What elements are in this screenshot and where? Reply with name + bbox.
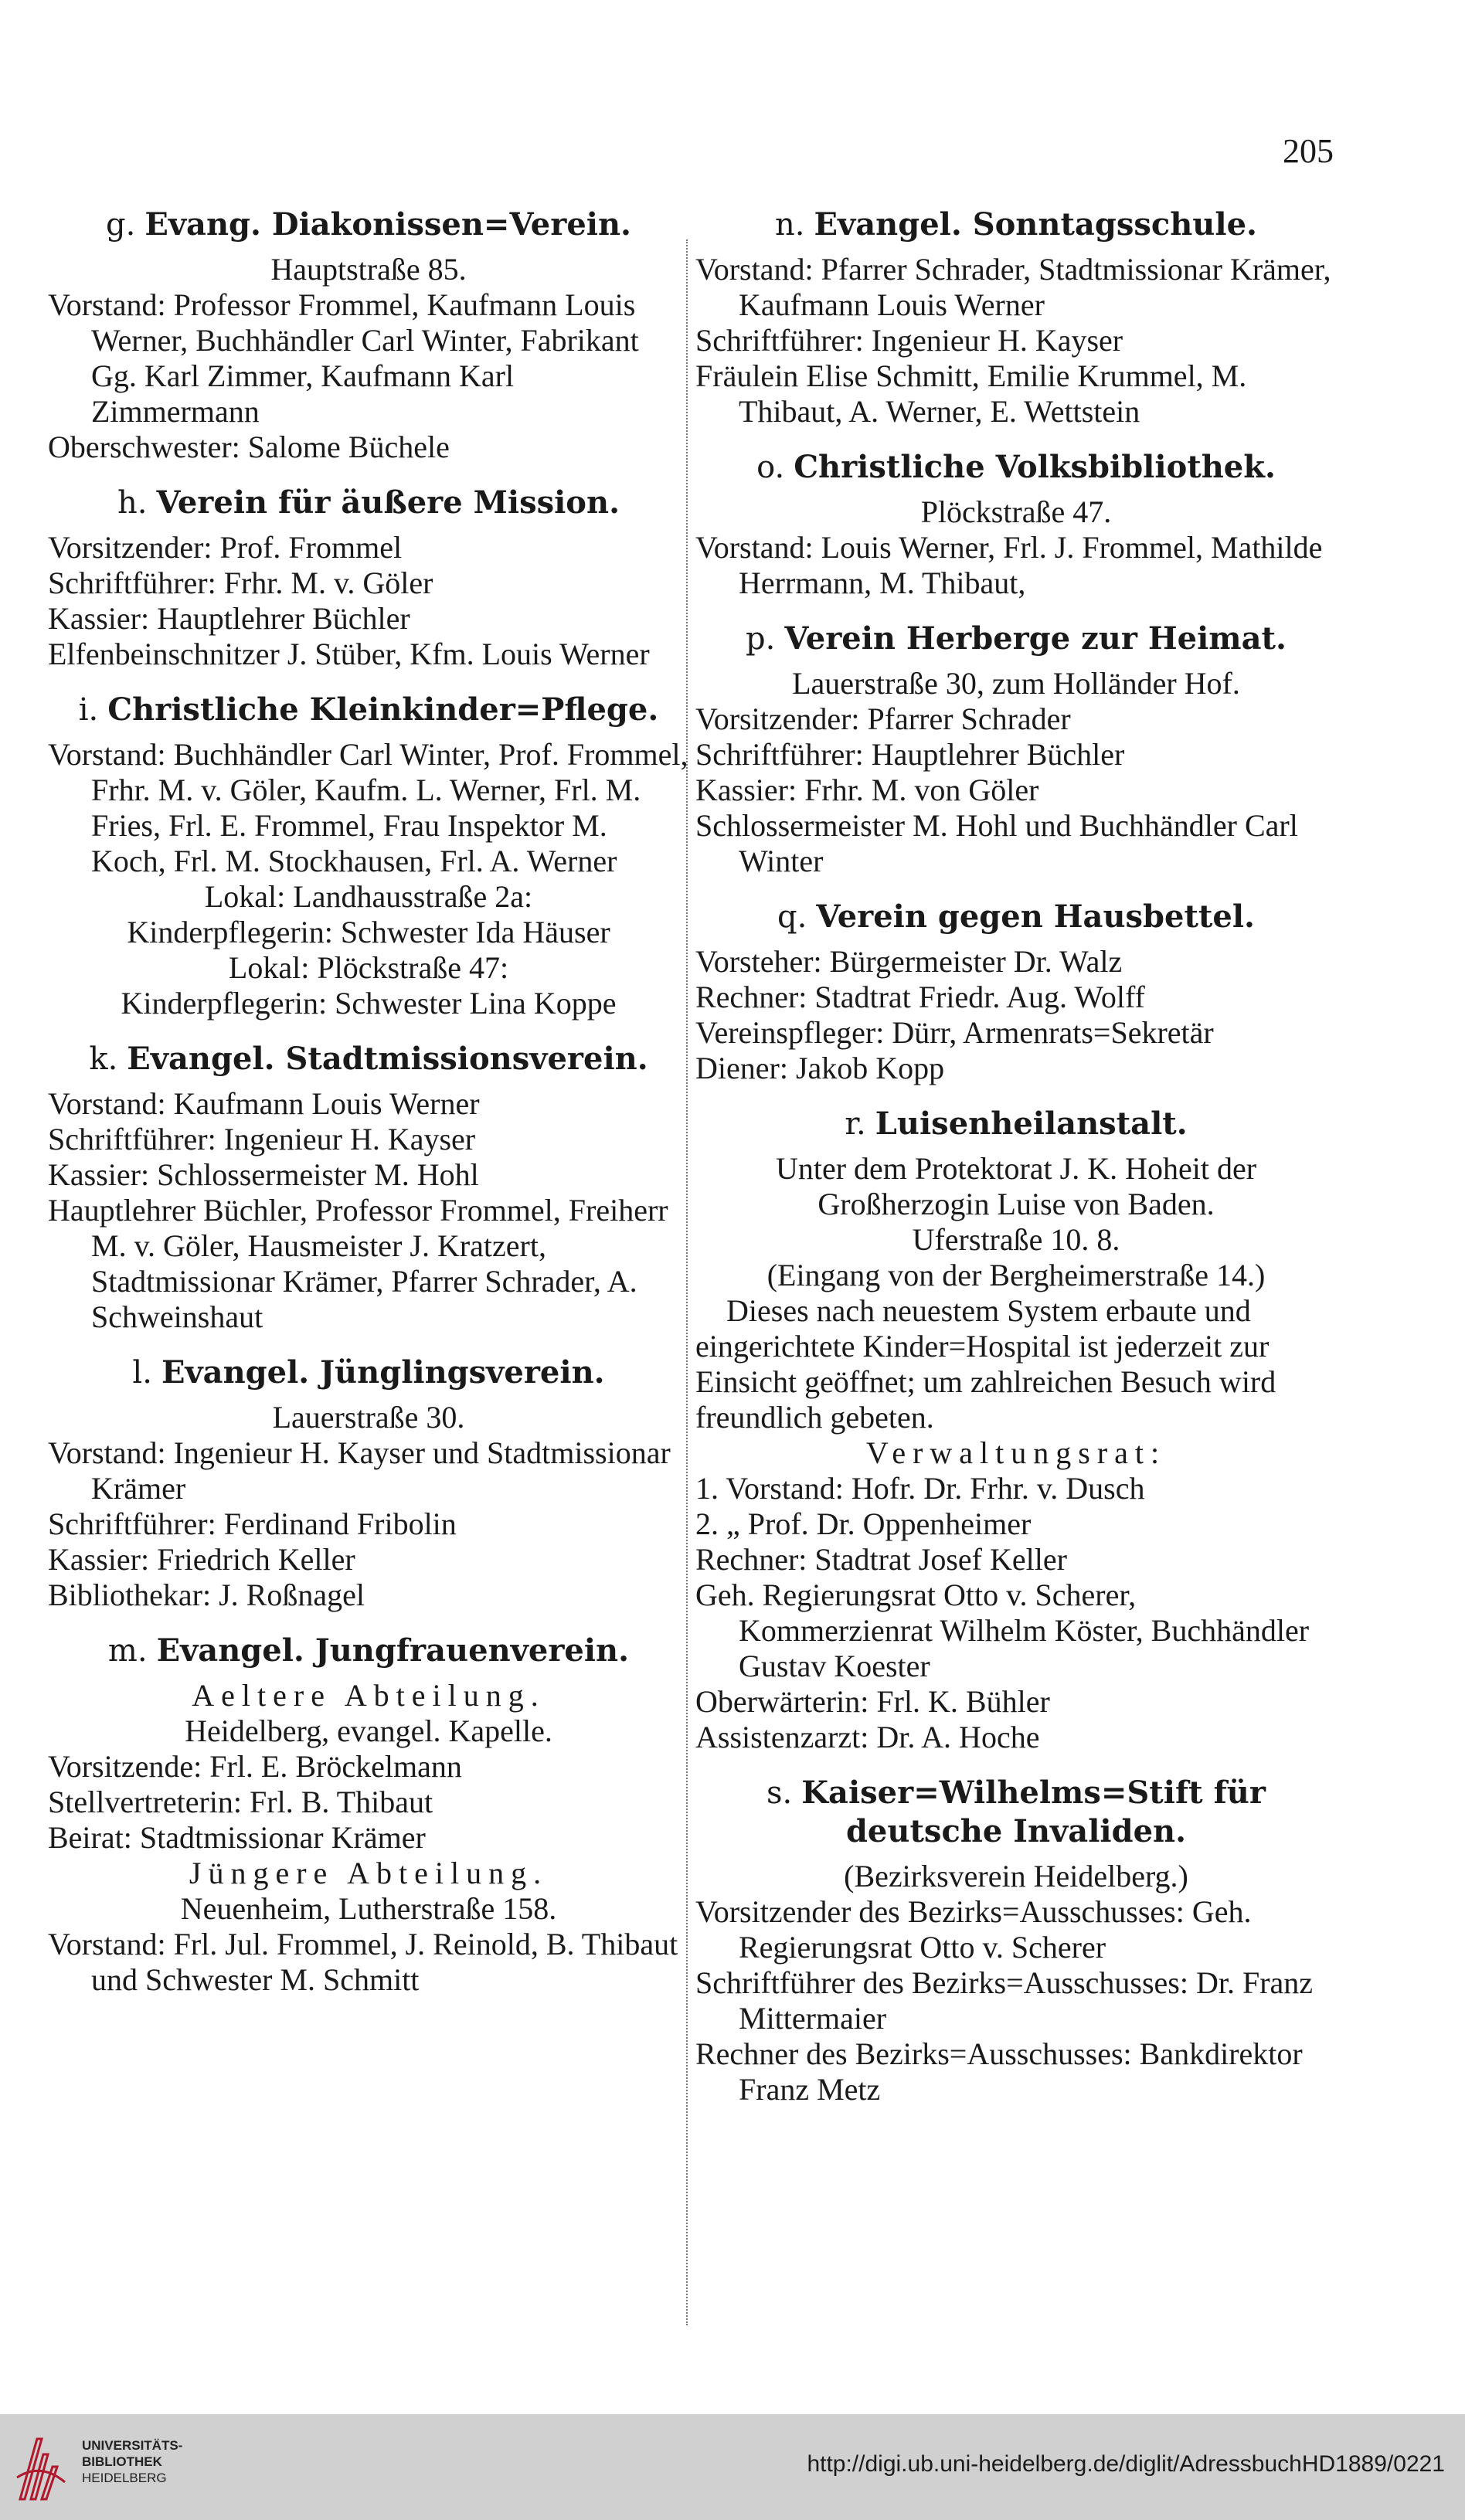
entry-line: Elfenbeinschnitzer J. Stüber, Kfm. Louis Werner xyxy=(48,637,650,671)
section-i xyxy=(48,691,689,1021)
entry-line: Diener: Jakob Kopp xyxy=(695,1051,945,1085)
entry-line: Dieses nach neuestem System erbaute und eingerichtete Kinder=Hospital ist jederzeit zur Einsicht geöffnet; um zahlreichen Besuch wird freundlich gebeten. xyxy=(695,1293,1276,1435)
entry-line: Rechner: Stadtrat Josef Keller xyxy=(695,1542,1067,1577)
section-title: Christliche Volksbibliothek. xyxy=(794,449,1276,485)
section-letter: h. xyxy=(117,485,148,521)
entry-line: Vorstand: Ingenieur H. Kayser und Stadtmissionar Krämer xyxy=(48,1435,671,1506)
entry-line: Schriftführer: Ferdinand Fribolin xyxy=(48,1506,457,1541)
entry-line: Kassier: Hauptlehrer Büchler xyxy=(48,601,410,636)
entry-line: Lauerstraße 30. xyxy=(272,1400,465,1435)
entry-line: Vorstand: Buchhändler Carl Winter, Prof. Frommel, Frhr. M. v. Göler, Kaufm. L. Werner, Frl. M. Fries, Frl. E. Frommel, Frau Inspektor M. Koch, Frl. M. Stockhausen, Frl. A. Werner xyxy=(48,737,688,878)
section-heading xyxy=(695,620,1337,658)
entry-line: (Eingang von der Bergheimerstraße 14.) xyxy=(766,1258,1266,1292)
entry-line: Schriftführer: Frhr. M. v. Göler xyxy=(48,565,433,600)
section-letter: r. xyxy=(845,1106,866,1142)
section-heading xyxy=(695,898,1337,936)
section-g xyxy=(48,205,689,465)
section-heading xyxy=(695,448,1337,487)
entry-line: Schriftführer: Ingenieur H. Kayser xyxy=(48,1122,476,1156)
logo-line-3: HEIDELBERG xyxy=(82,2471,167,2485)
section-letter: q. xyxy=(777,899,807,935)
section-heading xyxy=(48,1353,689,1392)
source-url-link[interactable]: http://digi.ub.uni-heidelberg.de/diglit/AdressbuchHD1889/0221 xyxy=(807,2451,1445,2477)
entry-line: Vorsitzender: Pfarrer Schrader xyxy=(695,701,1071,736)
entry-line: Beirat: Stadtmissionar Krämer xyxy=(48,1820,426,1855)
section-heading xyxy=(695,1774,1337,1851)
right-column xyxy=(695,201,1337,2126)
entry-line: Schriftführer: Ingenieur H. Kayser xyxy=(695,323,1123,358)
section-k xyxy=(48,1040,689,1335)
section-s xyxy=(695,1774,1337,2107)
logo-line-2: BIBLIOTHEK xyxy=(82,2454,162,2469)
entry-line: Fräulein Elise Schmitt, Emilie Krummel, M. Thibaut, A. Werner, E. Wettstein xyxy=(695,358,1247,429)
entry-line: Schriftführer: Hauptlehrer Büchler xyxy=(695,737,1125,772)
section-r xyxy=(695,1105,1337,1755)
entry-line: Vorstand: Kaufmann Louis Werner xyxy=(48,1086,480,1121)
section-letter: n. xyxy=(775,207,805,243)
entry-line: Vorstand: Frl. Jul. Frommel, J. Reinold, B. Thibaut und Schwester M. Schmitt xyxy=(48,1927,678,1997)
entry-line: Vorsteher: Bürgermeister Dr. Walz xyxy=(695,944,1123,979)
entry-line: Vorstand: Professor Frommel, Kaufmann Louis Werner, Buchhändler Carl Winter, Fabrikant Gg. Karl Zimmer, Kaufmann Karl Zimmermann xyxy=(48,287,639,429)
entry-line: Geh. Regierungsrat Otto v. Scherer, Kommerzienrat Wilhelm Köster, Buchhändler Gustav Koester xyxy=(695,1578,1310,1683)
section-n xyxy=(695,205,1337,430)
column-divider xyxy=(686,239,688,2325)
section-title: Evang. Diakonissen=Verein. xyxy=(144,206,631,243)
entry-line: 2. „ Prof. Dr. Oppenheimer xyxy=(695,1506,1032,1541)
section-letter: m. xyxy=(107,1633,148,1669)
section-title: Kaiser=Wilhelms=Stift für deutsche Invaliden. xyxy=(801,1775,1266,1849)
section-letter: i. xyxy=(78,692,99,728)
entry-line: Vereinspfleger: Dürr, Armenrats=Sekretär xyxy=(695,1015,1214,1050)
entry-line: Vorsitzender: Prof. Frommel xyxy=(48,530,403,565)
section-title: Luisenheilanstalt. xyxy=(875,1105,1188,1142)
entry-line: Vorsitzender des Bezirks=Ausschusses: Geh. Regierungsrat Otto v. Scherer xyxy=(695,1894,1252,1965)
section-o xyxy=(695,448,1337,601)
entry-line: Heidelberg, evangel. Kapelle. xyxy=(185,1713,552,1748)
left-column xyxy=(48,201,689,2016)
library-logo-text xyxy=(82,2437,182,2486)
section-heading xyxy=(48,691,689,729)
entry-line: Assistenzarzt: Dr. A. Hoche xyxy=(695,1720,1040,1754)
entry-line: Schriftführer des Bezirks=Ausschusses: Dr. Franz Mittermaier xyxy=(695,1965,1314,2036)
footer-bar xyxy=(0,2414,1465,2520)
section-title: Verein gegen Hausbettel. xyxy=(816,898,1255,935)
entry-line: Kinderpflegerin: Schwester Ida Häuser xyxy=(127,915,610,949)
entry-line: Kassier: Frhr. M. von Göler xyxy=(695,773,1039,807)
entry-line: Verwaltungsrat: xyxy=(865,1435,1167,1470)
section-title: Verein Herberge zur Heimat. xyxy=(784,620,1287,657)
entry-line: Neuenheim, Lutherstraße 158. xyxy=(180,1891,557,1926)
entry-line: Bibliothekar: J. Roßnagel xyxy=(48,1578,365,1612)
section-title: Evangel. Stadtmissionsverein. xyxy=(127,1041,648,1077)
entry-line: Vorstand: Louis Werner, Frl. J. Frommel, Mathilde Herrmann, M. Thibaut, xyxy=(695,530,1323,600)
entry-line: (Bezirksverein Heidelberg.) xyxy=(844,1859,1188,1893)
section-heading xyxy=(695,1105,1337,1143)
entry-line: Schlossermeister M. Hohl und Buchhändler Carl Winter xyxy=(695,808,1298,878)
section-m xyxy=(48,1632,689,1998)
entry-line: Vorstand: Pfarrer Schrader, Stadtmissionar Krämer, Kaufmann Louis Werner xyxy=(695,252,1331,322)
entry-line: Oberschwester: Salome Büchele xyxy=(48,430,450,464)
entry-line: Vorsitzende: Frl. E. Bröckelmann xyxy=(48,1749,462,1784)
section-heading xyxy=(48,484,689,522)
entry-line: Jüngere Abteilung. xyxy=(189,1856,549,1890)
section-title: Verein für äußere Mission. xyxy=(156,484,620,521)
library-logo-icon xyxy=(14,2431,68,2505)
entry-line: Rechner des Bezirks=Ausschusses: Bankdirektor Franz Metz xyxy=(695,2036,1303,2107)
entry-line: 1. Vorstand: Hofr. Dr. Frhr. v. Dusch xyxy=(695,1471,1145,1506)
section-letter: s. xyxy=(766,1775,793,1811)
entry-line: Kassier: Schlossermeister M. Hohl xyxy=(48,1157,479,1192)
section-title: Evangel. Jungfrauenverein. xyxy=(156,1632,630,1669)
section-letter: o. xyxy=(756,450,785,485)
entry-line: Plöckstraße 47. xyxy=(920,494,1112,529)
entry-line: Hauptlehrer Büchler, Professor Frommel, Freiherr M. v. Göler, Hausmeister J. Kratzert, Stadtmissionar Krämer, Pfarrer Schrader, A. Schweinshaut xyxy=(48,1193,668,1334)
entry-line: Hauptstraße 85. xyxy=(270,252,467,287)
section-heading xyxy=(48,1632,689,1670)
entry-line: Kassier: Friedrich Keller xyxy=(48,1542,355,1577)
logo-line-1: UNIVERSITÄTS- xyxy=(82,2438,183,2453)
entry-line: Lauerstraße 30, zum Holländer Hof. xyxy=(792,666,1240,701)
entry-line: Rechner: Stadtrat Friedr. Aug. Wolff xyxy=(695,980,1145,1014)
entry-line: Stellvertreterin: Frl. B. Thibaut xyxy=(48,1785,433,1819)
section-q xyxy=(695,898,1337,1086)
section-letter: p. xyxy=(746,621,776,657)
section-title: Evangel. Jünglingsverein. xyxy=(161,1354,605,1391)
section-p xyxy=(695,620,1337,879)
section-title: Christliche Kleinkinder=Pflege. xyxy=(107,691,659,728)
section-heading xyxy=(695,205,1337,244)
section-letter: k. xyxy=(89,1041,118,1077)
entry-line: Lokal: Landhausstraße 2a: xyxy=(204,879,533,914)
section-h xyxy=(48,484,689,672)
section-title: Evangel. Sonntagsschule. xyxy=(814,206,1257,243)
section-heading xyxy=(48,205,689,244)
entry-line: Oberwärterin: Frl. K. Bühler xyxy=(695,1684,1050,1719)
section-heading xyxy=(48,1040,689,1078)
entry-line: Lokal: Plöckstraße 47: xyxy=(228,950,509,985)
section-letter: l. xyxy=(132,1355,152,1391)
entry-line: Uferstraße 10. 8. xyxy=(912,1222,1120,1257)
entry-line: Unter dem Protektorat J. K. Hoheit der Großherzogin Luise von Baden. xyxy=(775,1151,1257,1221)
page-number: 205 xyxy=(1283,132,1334,170)
entry-line: Aeltere Abteilung. xyxy=(192,1678,546,1713)
entry-line: Kinderpflegerin: Schwester Lina Koppe xyxy=(121,986,617,1021)
section-letter: g. xyxy=(106,207,136,243)
section-l xyxy=(48,1353,689,1613)
